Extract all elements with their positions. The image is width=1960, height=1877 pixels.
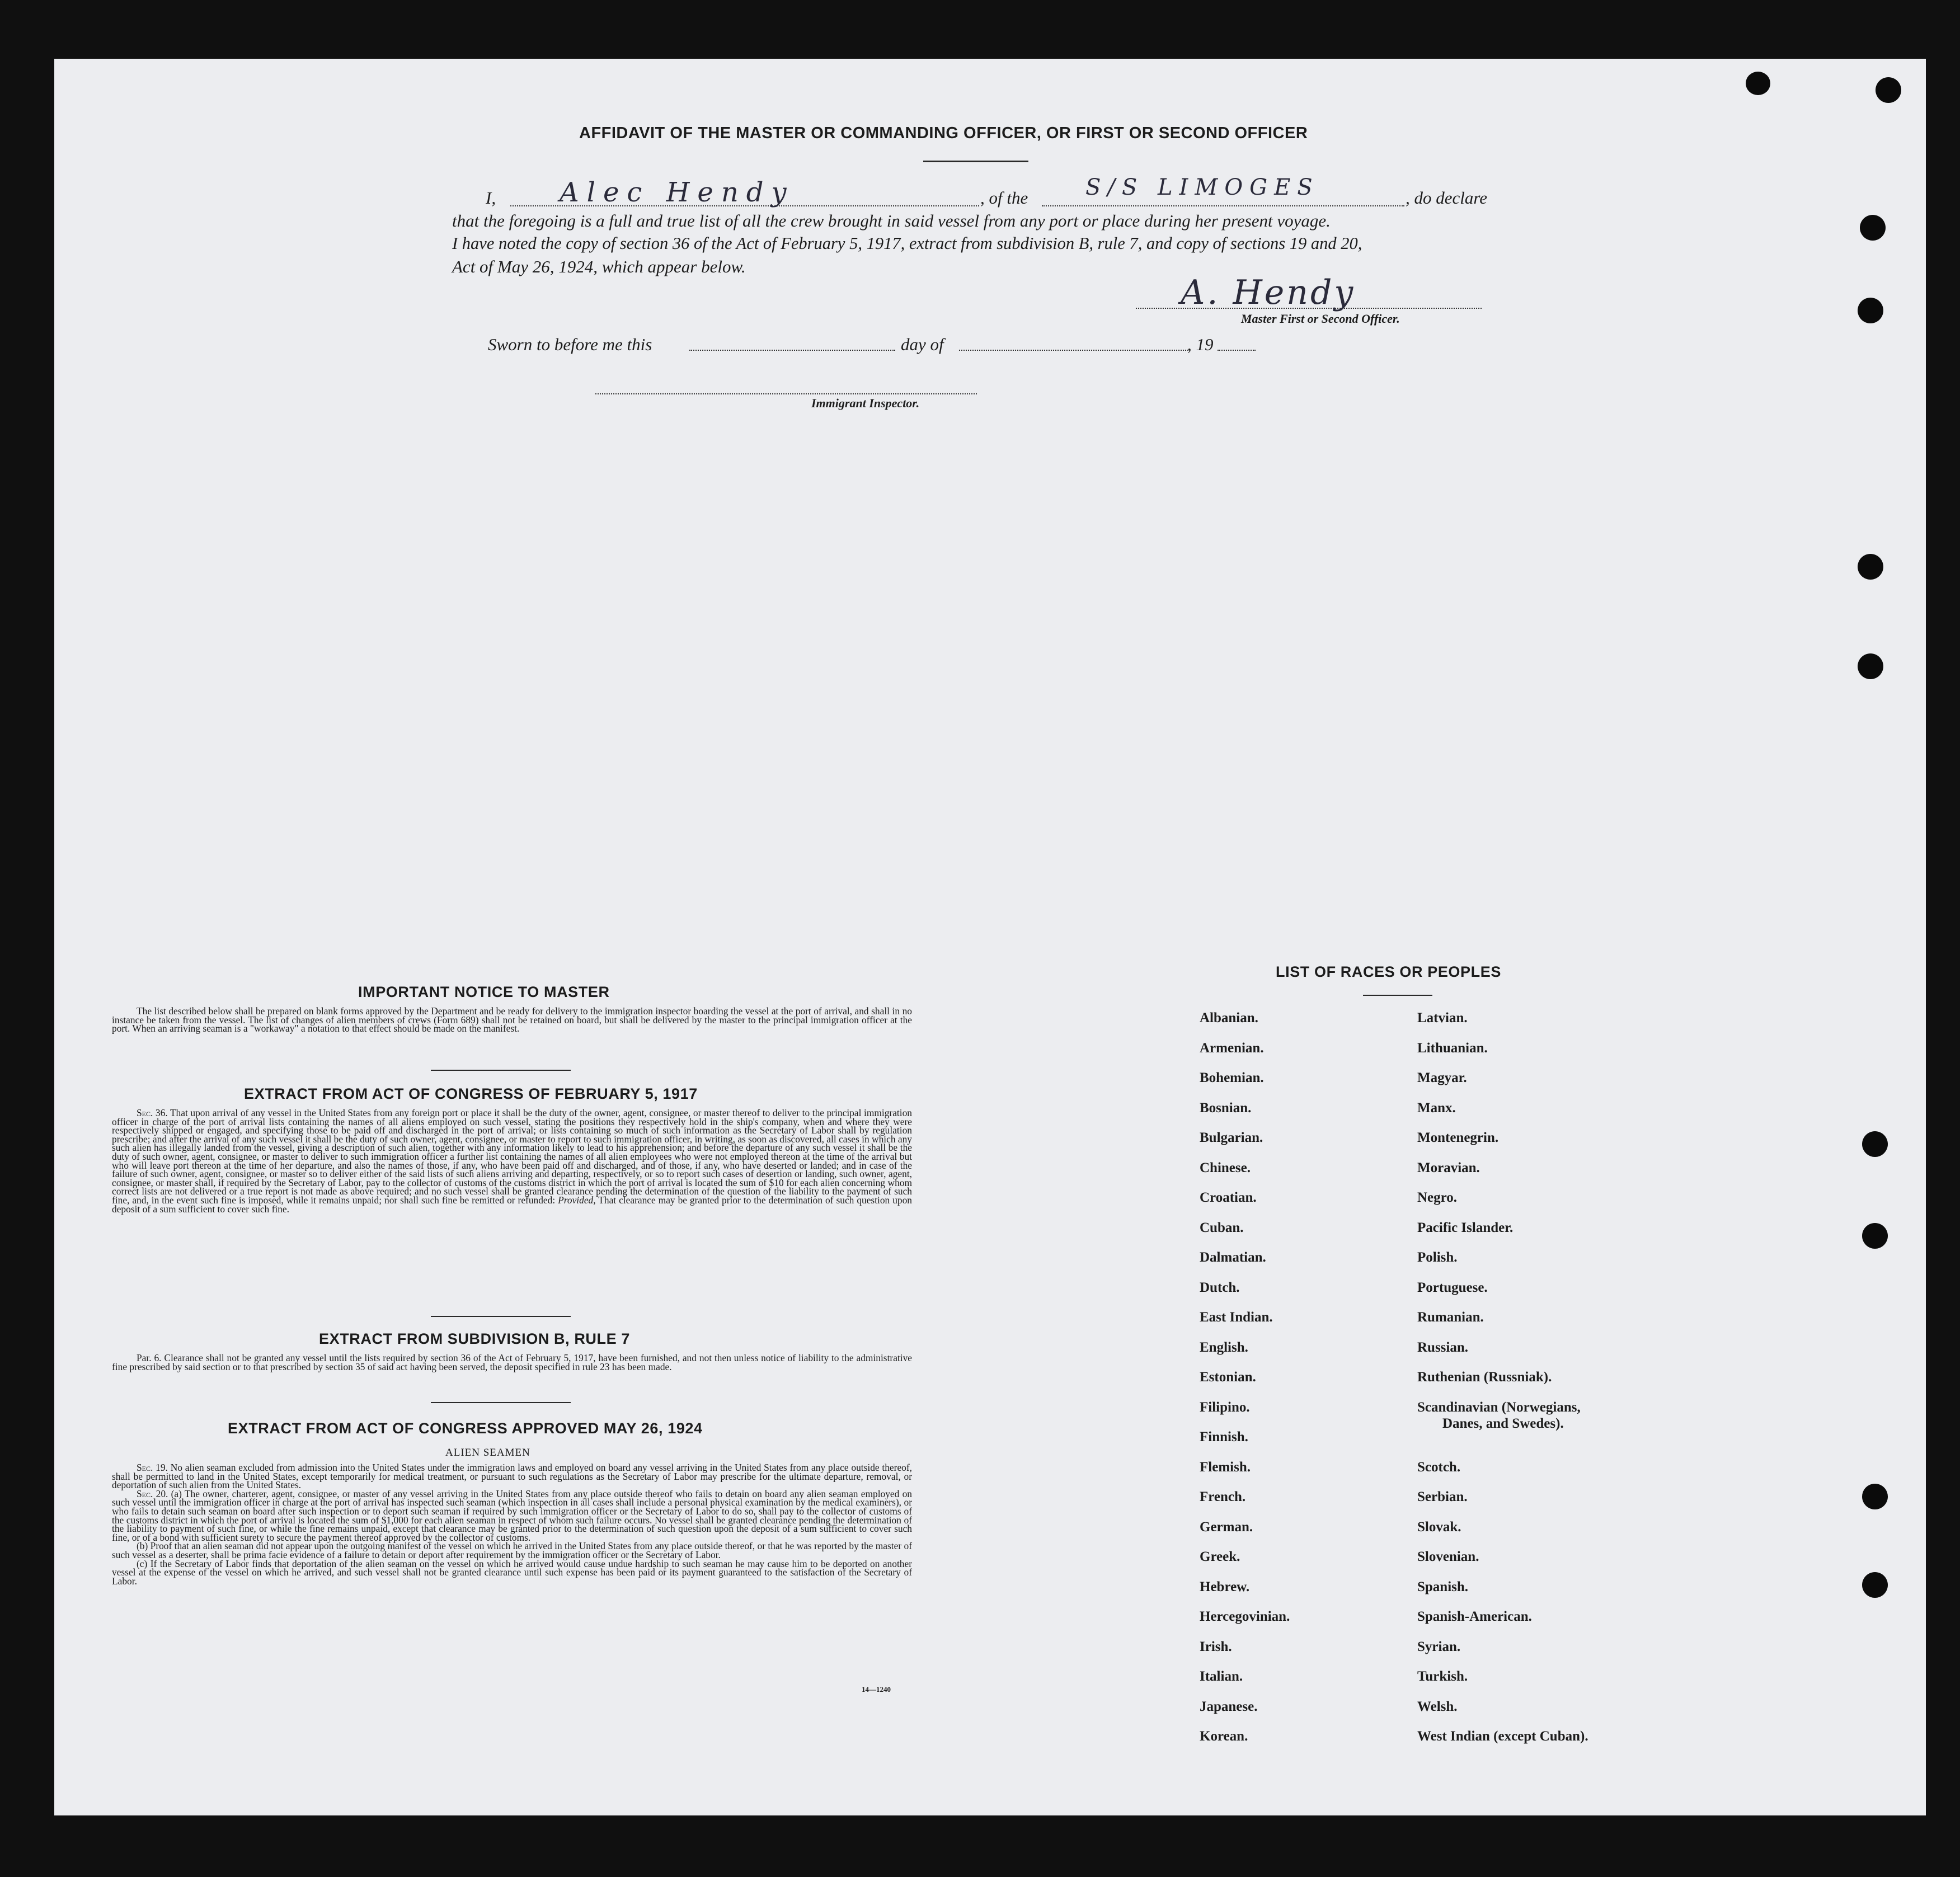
sworn-month-line [959, 350, 1188, 351]
race-item: West Indian (except Cuban). [1417, 1729, 1588, 1744]
inspector-caption: Immigrant Inspector. [811, 396, 920, 410]
extract-1917-title: EXTRACT FROM ACT OF CONGRESS OF FEBRUARY 5, 1917 [244, 1085, 698, 1102]
sworn-year: , 19 [1187, 335, 1214, 354]
punch-hole [1862, 1223, 1888, 1249]
race-item: Spanish. [1417, 1579, 1469, 1594]
race-item: Filipino. [1200, 1399, 1250, 1415]
title-underline [923, 161, 1028, 162]
declaration-line1-of: , of the [980, 188, 1028, 208]
race-item: Turkish. [1417, 1669, 1468, 1684]
punch-hole [1862, 1572, 1888, 1598]
race-item: German. [1200, 1519, 1253, 1535]
race-item: Korean. [1200, 1729, 1248, 1744]
race-item: Manx. [1417, 1100, 1456, 1116]
races-title-underline [1363, 995, 1432, 996]
section-20c-text: (c) If the Secretary of Labor finds that deportation of the alien seaman on the vessel on which he arrived would cause undue hardship to such seaman he may cause him to be deported on another vessel at the expense of the vessel on which he arrived, and such vessel shall not be granted clearance until such expense has been paid or its payment guaranteed to the satisfaction of the Secretary of Labor. [112, 1558, 912, 1587]
vessel-field-line [1042, 205, 1404, 206]
punch-hole [1862, 1484, 1888, 1509]
rule7-paragraph: Par. 6. Clearance shall not be granted any vessel until the lists required by section 36 of the Act of February 5, 1917, have been furnished, and not then unless notice of liability to the administrative fine prescribed by said section or to that prescribed by section 35 of said act having been served, the deposit specified in rule 23 has been made. [112, 1352, 912, 1372]
race-item: Negro. [1417, 1190, 1458, 1205]
alien-seamen-subtitle: ALIEN SEAMEN [445, 1447, 530, 1459]
race-item: Spanish-American. [1417, 1609, 1532, 1624]
punch-hole [1858, 298, 1883, 323]
race-item: Estonian. [1200, 1370, 1256, 1385]
race-item: Bohemian. [1200, 1070, 1264, 1085]
affidavit-title: AFFIDAVIT OF THE MASTER OR COMMANDING OFFICER, OR FIRST OR SECOND OFFICER [579, 124, 1308, 142]
punch-hole [1862, 1131, 1888, 1157]
section-label: Sec. 36. [137, 1107, 168, 1118]
sworn-date-line [689, 350, 895, 351]
race-item: Montenegrin. [1417, 1130, 1499, 1145]
race-item: Cuban. [1200, 1220, 1244, 1235]
section-20a-text: (a) The owner, charterer, agent, consignee, or master of any vessel arriving in the United States from any place outside thereof who fails to detain on board any alien seaman employed on such vessel until the immigration officer in charge at the port of arrival has inspected such seaman (which inspection in all cases shall include a personal physical examination by the medical examiners), or who fails to detain such seaman on board after such inspection or to deport such seaman if required by such immigration officer or the Secretary of Labor to do so, shall pay to the collector of customs of the customs district in which the port of arrival is located the sum of $1,000 for each alien seaman in respect of whom such failure occurs. No vessel shall be granted clearance pending the determination of the liability to payment of such fine, or while the fine remains unpaid, except that clearance may be granted prior to the determination of such question upon the deposit of a sum sufficient to cover such fine, or of a bond with sufficient surety to secure the payment thereof approved by the collector of customs. [112, 1488, 912, 1543]
punch-hole [1858, 554, 1883, 580]
handwritten-vessel: S/S LIMOGES [1085, 175, 1319, 200]
race-item: Pacific Islander. [1417, 1220, 1514, 1235]
race-item: Greek. [1200, 1549, 1240, 1564]
race-item: Rumanian. [1417, 1310, 1484, 1325]
extract-1924-title: EXTRACT FROM ACT OF CONGRESS APPROVED MAY 26, 1924 [228, 1420, 703, 1437]
race-item: Latvian. [1417, 1010, 1468, 1025]
sworn-day: day of [901, 335, 944, 354]
section-label: Sec. 20. [137, 1488, 168, 1499]
signature: A. Hendy [1181, 273, 1356, 312]
notice-paragraph: The list described below shall be prepared on blank forms approved by the Department and be ready for delivery to the immigration inspector boarding the vessel at the port of arrival, and shall in no instance be taken from the vessel. The list of changes of alien members of crews (Form 689) shall not be retained on board, but shall be delivered by the master to the principal immigration officer at the port. When an arriving seaman is a "workaway" a notation to that effect should be made on the manifest. [112, 1005, 912, 1034]
signature-caption: Master First or Second Officer. [1241, 312, 1400, 326]
race-item: Russian. [1417, 1339, 1469, 1355]
section-divider [431, 1316, 571, 1317]
declaration-line1-start: I, [486, 188, 496, 208]
race-item: Bulgarian. [1200, 1130, 1263, 1145]
race-item: Magyar. [1417, 1070, 1467, 1085]
form-number: 14—1240 [862, 1685, 891, 1693]
race-item: Dutch. [1200, 1279, 1240, 1295]
race-item: Syrian. [1417, 1639, 1461, 1654]
race-item: Dalmatian. [1200, 1250, 1266, 1265]
race-item: Finnish. [1200, 1429, 1248, 1445]
race-item: Japanese. [1200, 1699, 1258, 1714]
race-item: Chinese. [1200, 1160, 1251, 1175]
race-item: Polish. [1417, 1250, 1458, 1265]
proviso-label: Provided, [558, 1194, 596, 1206]
race-item: Scotch. [1417, 1459, 1461, 1475]
declaration-line3: I have noted the copy of section 36 of the Act of February 5, 1917, extract from subdivision B, rule 7, and copy of sections 19 and 20, [452, 234, 1362, 253]
race-item: Hercegovinian. [1200, 1609, 1290, 1624]
race-item: Welsh. [1417, 1699, 1458, 1714]
inspector-signature-line [595, 393, 977, 394]
race-item: French. [1200, 1489, 1246, 1504]
extract-1917-text [112, 1109, 912, 1213]
section-20b-text: (b) Proof that an alien seaman did not appear upon the outgoing manifest of the vessel on which he arrived in the United States from any place outside thereof, or that he was reported by the master of such vessel as a deserter, shall be prima facie evidence of a failure to detain or deport after requirement by the immigration officer or the Secretary of Labor. [112, 1540, 912, 1560]
extract-rule7-title: EXTRACT FROM SUBDIVISION B, RULE 7 [319, 1330, 630, 1347]
section-divider [431, 1070, 571, 1071]
race-item: Bosnian. [1200, 1100, 1252, 1116]
race-item: Slovak. [1417, 1519, 1461, 1535]
punch-hole [1746, 72, 1770, 95]
race-item: Irish. [1200, 1639, 1232, 1654]
punch-hole [1858, 653, 1883, 679]
declaration-line2: that the foregoing is a full and true list of all the crew brought in said vessel from any port or place during her present voyage. [452, 211, 1331, 230]
race-item: Hebrew. [1200, 1579, 1250, 1594]
race-item: Albanian. [1200, 1010, 1258, 1025]
race-item: East Indian. [1200, 1310, 1273, 1325]
race-item: Flemish. [1200, 1459, 1251, 1475]
handwritten-name: Alec Hendy [560, 177, 795, 208]
notice-title: IMPORTANT NOTICE TO MASTER [358, 984, 610, 1000]
declaration-line1-end: , do declare [1406, 188, 1488, 208]
extract-1924-text [112, 1464, 912, 1586]
race-item: Slovenian. [1417, 1549, 1479, 1564]
section-36-text: That upon arrival of any vessel in the United States from any foreign port or place it shall be the duty of the owner, agent, consignee, or master thereof to deliver to the principal immigration officer in charge of the port of arrival lists containing the names of all aliens employed on such vessel, stating the positions they respectively hold in the ship's company, when and where they were respectively shipped or engaged, and specifying those to be paid off and discharged in the port of arrival; or lists containing so much of such information as the Secretary of Labor shall by regulation prescribe; and after the arrival of any such vessel it shall be the duty of such owner, agent, consignee, or master to report to such immigration officer, in writing, as soon as discovered, all cases in which any such alien has illegally landed from the vessel, giving a description of such alien, together with any information likely to lead to his apprehension; and before the departure of any such vessel it shall be the duty of such owner, agent, consignee, or master to deliver to such immigration officer a further list containing the names of all alien employees who were not employed thereon at the time of the arrival but who will leave port thereon at the time of her departure, and also the names of those, if any, who have been paid off and discharged, and of those, if any, who have deserted or landed; and in case of the failure of such owner, agent, consignee, or master so to deliver either of the said lists of such aliens arriving and departing, respectively, or so to report such cases of desertion or landing, such owner, agent, consignee, or master shall, if required by the Secretary of Labor, pay to the collector of customs of the customs district in which the port of arrival is located the sum of $10 for each alien concerning whom correct lists are not delivered or a true report is not made as above required; and no such vessel shall be granted clearance pending the determination of the question of the liability to the payment of such fine, and, in the event such fine is imposed, while it remains unpaid; nor shall such fine be remitted or refunded: [112, 1107, 912, 1206]
declaration-line4: Act of May 26, 1924, which appear below. [452, 257, 746, 276]
proviso-text: That clearance may be granted prior to the determination of such question upon deposit of a sum sufficient to cover such fine. [112, 1194, 912, 1215]
notice-text [112, 1007, 912, 1033]
sworn-year-line [1218, 350, 1256, 351]
punch-hole [1860, 215, 1886, 241]
race-item: Serbian. [1417, 1489, 1468, 1504]
race-item: Croatian. [1200, 1190, 1257, 1205]
race-item: Armenian. [1200, 1040, 1264, 1056]
extract-rule7-text [112, 1354, 912, 1371]
race-item: Portuguese. [1417, 1279, 1488, 1295]
race-item: Lithuanian. [1417, 1040, 1488, 1056]
race-item: Ruthenian (Russniak). [1417, 1370, 1552, 1385]
race-item: English. [1200, 1339, 1248, 1355]
sworn-prefix: Sworn to before me this [488, 335, 652, 354]
race-item: Scandinavian (Norwegians, [1417, 1399, 1581, 1415]
races-title: LIST OF RACES OR PEOPLES [1276, 963, 1501, 980]
race-item: Moravian. [1417, 1160, 1480, 1175]
race-item: Italian. [1200, 1669, 1243, 1684]
race-item: Danes, and Swedes). [1442, 1415, 1564, 1431]
section-19-text: No alien seaman excluded from admission into the United States under the immigration laws and employed on board any vessel arriving in the United States from any place outside thereof, shall be permitted to land in the United States, except temporarily for medical treatment, or pursuant to such regulations as the Secretary of Labor may prescribe for the ultimate departure, removal, or deportation of such alien from the United States. [112, 1462, 912, 1491]
section-divider [431, 1402, 571, 1403]
punch-hole [1876, 77, 1901, 103]
section-label: Sec. 19. [137, 1462, 168, 1473]
